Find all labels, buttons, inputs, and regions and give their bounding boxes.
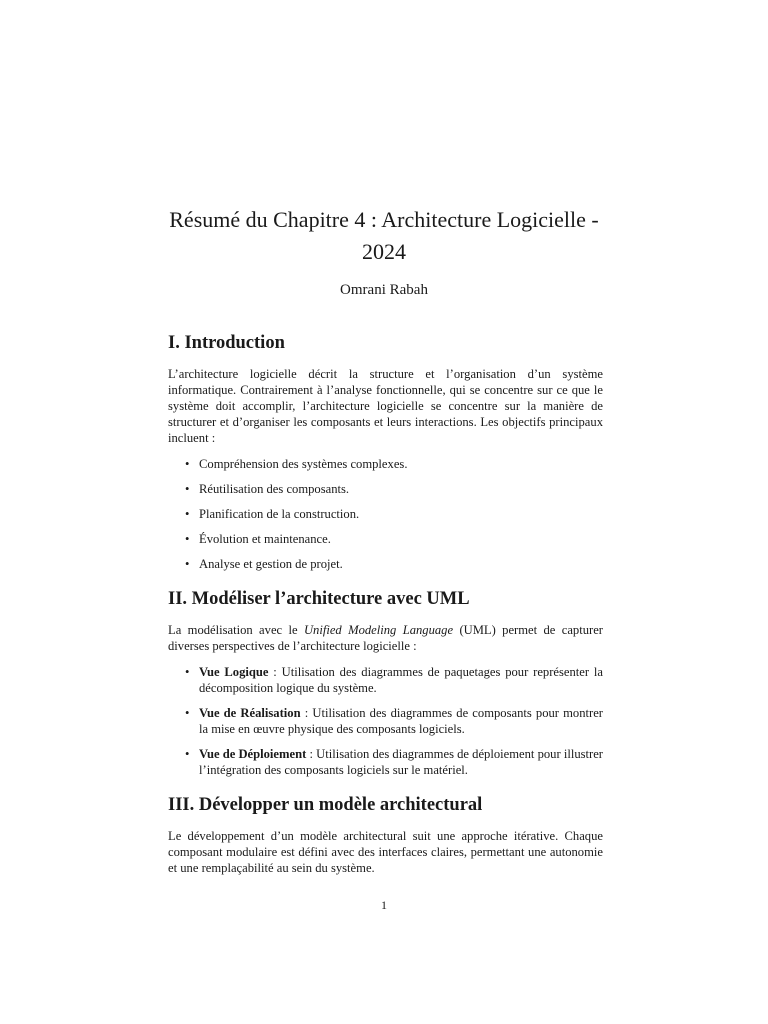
section-heading: III. Développer un modèle architectural xyxy=(168,795,483,815)
list-item-term: Vue de Déploiement xyxy=(199,747,307,761)
list-item-term: Vue Logique xyxy=(199,665,269,679)
list-item-text: Analyse et gestion de projet. xyxy=(199,557,343,571)
list-item-text: Évolution et maintenance. xyxy=(199,532,331,546)
list-item xyxy=(168,481,603,497)
list-item xyxy=(168,531,603,547)
bullet-icon: • xyxy=(185,532,190,546)
list-item-text: Réutilisation des composants. xyxy=(199,482,350,496)
section-introduction xyxy=(168,332,603,572)
page-number: 1 xyxy=(381,898,387,912)
objectives-list xyxy=(168,456,603,572)
bullet-icon: • xyxy=(185,457,190,471)
list-item xyxy=(168,746,603,778)
list-item xyxy=(168,506,603,522)
paragraph-text: La modélisation avec le xyxy=(168,623,304,637)
title-line-1: Résumé du Chapitre 4 : Architecture Logicielle - xyxy=(169,207,599,232)
paragraph-text: (UML) permet de capturer diverses perspectives de l’architecture logicielle : xyxy=(168,623,603,653)
document-body xyxy=(168,332,603,876)
list-item-text: : Utilisation des diagrammes de paquetages pour représenter la décomposition logique du système. xyxy=(199,665,603,695)
section-paragraph xyxy=(168,622,603,654)
section-paragraph: L’architecture logicielle décrit la structure et l’organisation d’un système informatique. Contrairement à l’analyse fonctionnelle, qui se concentre sur ce que le système doit accomplir, l’architecture logicielle se concentre sur la manière de structurer et d’organiser les composants et leurs interactions. Les objectifs principaux incluent : xyxy=(168,367,603,445)
views-list xyxy=(168,664,603,778)
title-line-2: 2024 xyxy=(362,239,406,264)
document-author: Omrani Rabah xyxy=(340,282,428,298)
list-item xyxy=(168,664,603,696)
bullet-icon: • xyxy=(185,665,190,679)
list-item xyxy=(168,705,603,737)
list-item-text: : Utilisation des diagrammes de composants pour montrer la mise en œuvre physique des composants logiciels. xyxy=(199,706,603,736)
section-architectural-model xyxy=(168,794,603,876)
section-heading: II. Modéliser l’architecture avec UML xyxy=(168,589,470,609)
list-item-text: : Utilisation des diagrammes de déploiement pour illustrer l’intégration des composants logiciels sur le matériel. xyxy=(199,747,603,777)
list-item xyxy=(168,556,603,572)
list-item xyxy=(168,456,603,472)
bullet-icon: • xyxy=(185,706,190,720)
paragraph-emphasis: Unified Modeling Language xyxy=(303,623,454,637)
bullet-icon: • xyxy=(185,557,190,571)
list-item-text: Compréhension des systèmes complexes. xyxy=(199,457,408,471)
document-title xyxy=(120,204,648,268)
list-item-text: Planification de la construction. xyxy=(199,507,360,521)
bullet-icon: • xyxy=(185,482,190,496)
section-paragraph: Le développement d’un modèle architectural suit une approche itérative. Chaque composant modulaire est défini avec des interfaces claires, permettant une autonomie et une remplaçabilité au sein du système. xyxy=(168,829,603,875)
bullet-icon: • xyxy=(185,507,190,521)
list-item-term: Vue de Réalisation xyxy=(199,706,301,720)
section-uml xyxy=(168,588,603,778)
bullet-icon: • xyxy=(185,747,190,761)
section-heading: I. Introduction xyxy=(168,333,285,353)
